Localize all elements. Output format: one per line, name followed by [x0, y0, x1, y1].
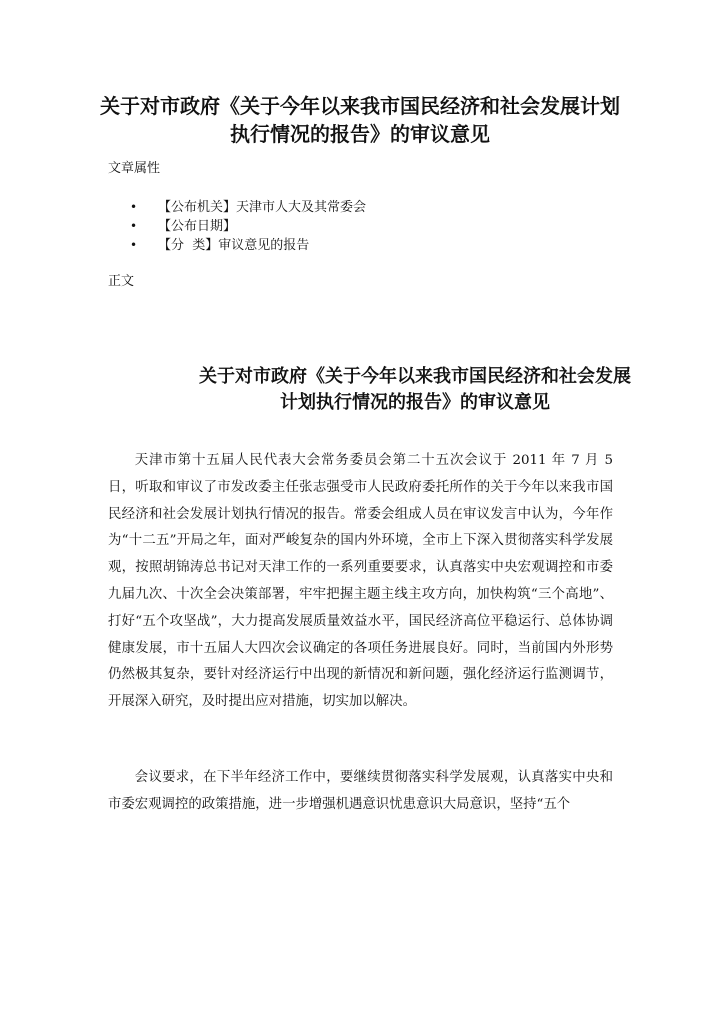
document-title: 关于对市政府《关于今年以来我市国民经济和社会发展计划执行情况的报告》的审议意见 [199, 366, 631, 413]
attribute-text: 【公布日期】 [158, 219, 237, 234]
bullet-icon: • [130, 200, 138, 214]
body-paragraph: 天津市第十五届人民代表大会常务委员会第二十五次会议于 2011 年 7 月 5 日，听取和审议了市发改委主任张志强受市人民政府委托所作的关于今年以来我市国民经济和社会发展计划执行情况的报告。常委会组成人员在审议发言中认为，今年作为“十二五”开局之年，面对严峻复杂的国内外环境，全市上下深入贯彻落实科学发展观，按照胡锦涛总书记对天津工作的一系列重要要求，认真落实中央宏观调控和市委九届九次、十次全会决策部署，牢牢把握主题主线主攻方向，加快构筑“三个高地”、打好“五个攻坚战”，大力提高发展质量效益水平，国民经济高位平稳运行、总体协调健康发展，市十五届人大四次会议确定的各项任务进展良好。同时，当前国内外形势仍然极其复杂，要针对经济运行中出现的新情况和新问题，强化经济运行监测调节，开展深入研究，及时提出应对措施，切实加以解决。 [108, 453, 613, 710]
article-attributes-list [130, 198, 366, 255]
bullet-icon: • [130, 238, 138, 252]
attribute-item-date [130, 217, 366, 236]
attribute-item-category [130, 236, 366, 255]
bullet-icon: • [130, 219, 138, 233]
body-section-label: 正文 [108, 274, 135, 289]
page-title: 关于对市政府《关于今年以来我市国民经济和社会发展计划执行情况的报告》的审议意见 [100, 94, 620, 146]
article-attributes-label: 文章属性 [108, 161, 161, 176]
attribute-text: 【分 类】审议意见的报告 [158, 238, 310, 253]
attribute-text: 【公布机关】天津市人大及其常委会 [158, 200, 367, 215]
attribute-item-publisher [130, 198, 366, 217]
body-paragraph: 会议要求，在下半年经济工作中，要继续贯彻落实科学发展观，认真落实中央和市委宏观调控的政策措施，进一步增强机遇意识忧患意识大局意识，坚持“五个 [108, 770, 613, 812]
